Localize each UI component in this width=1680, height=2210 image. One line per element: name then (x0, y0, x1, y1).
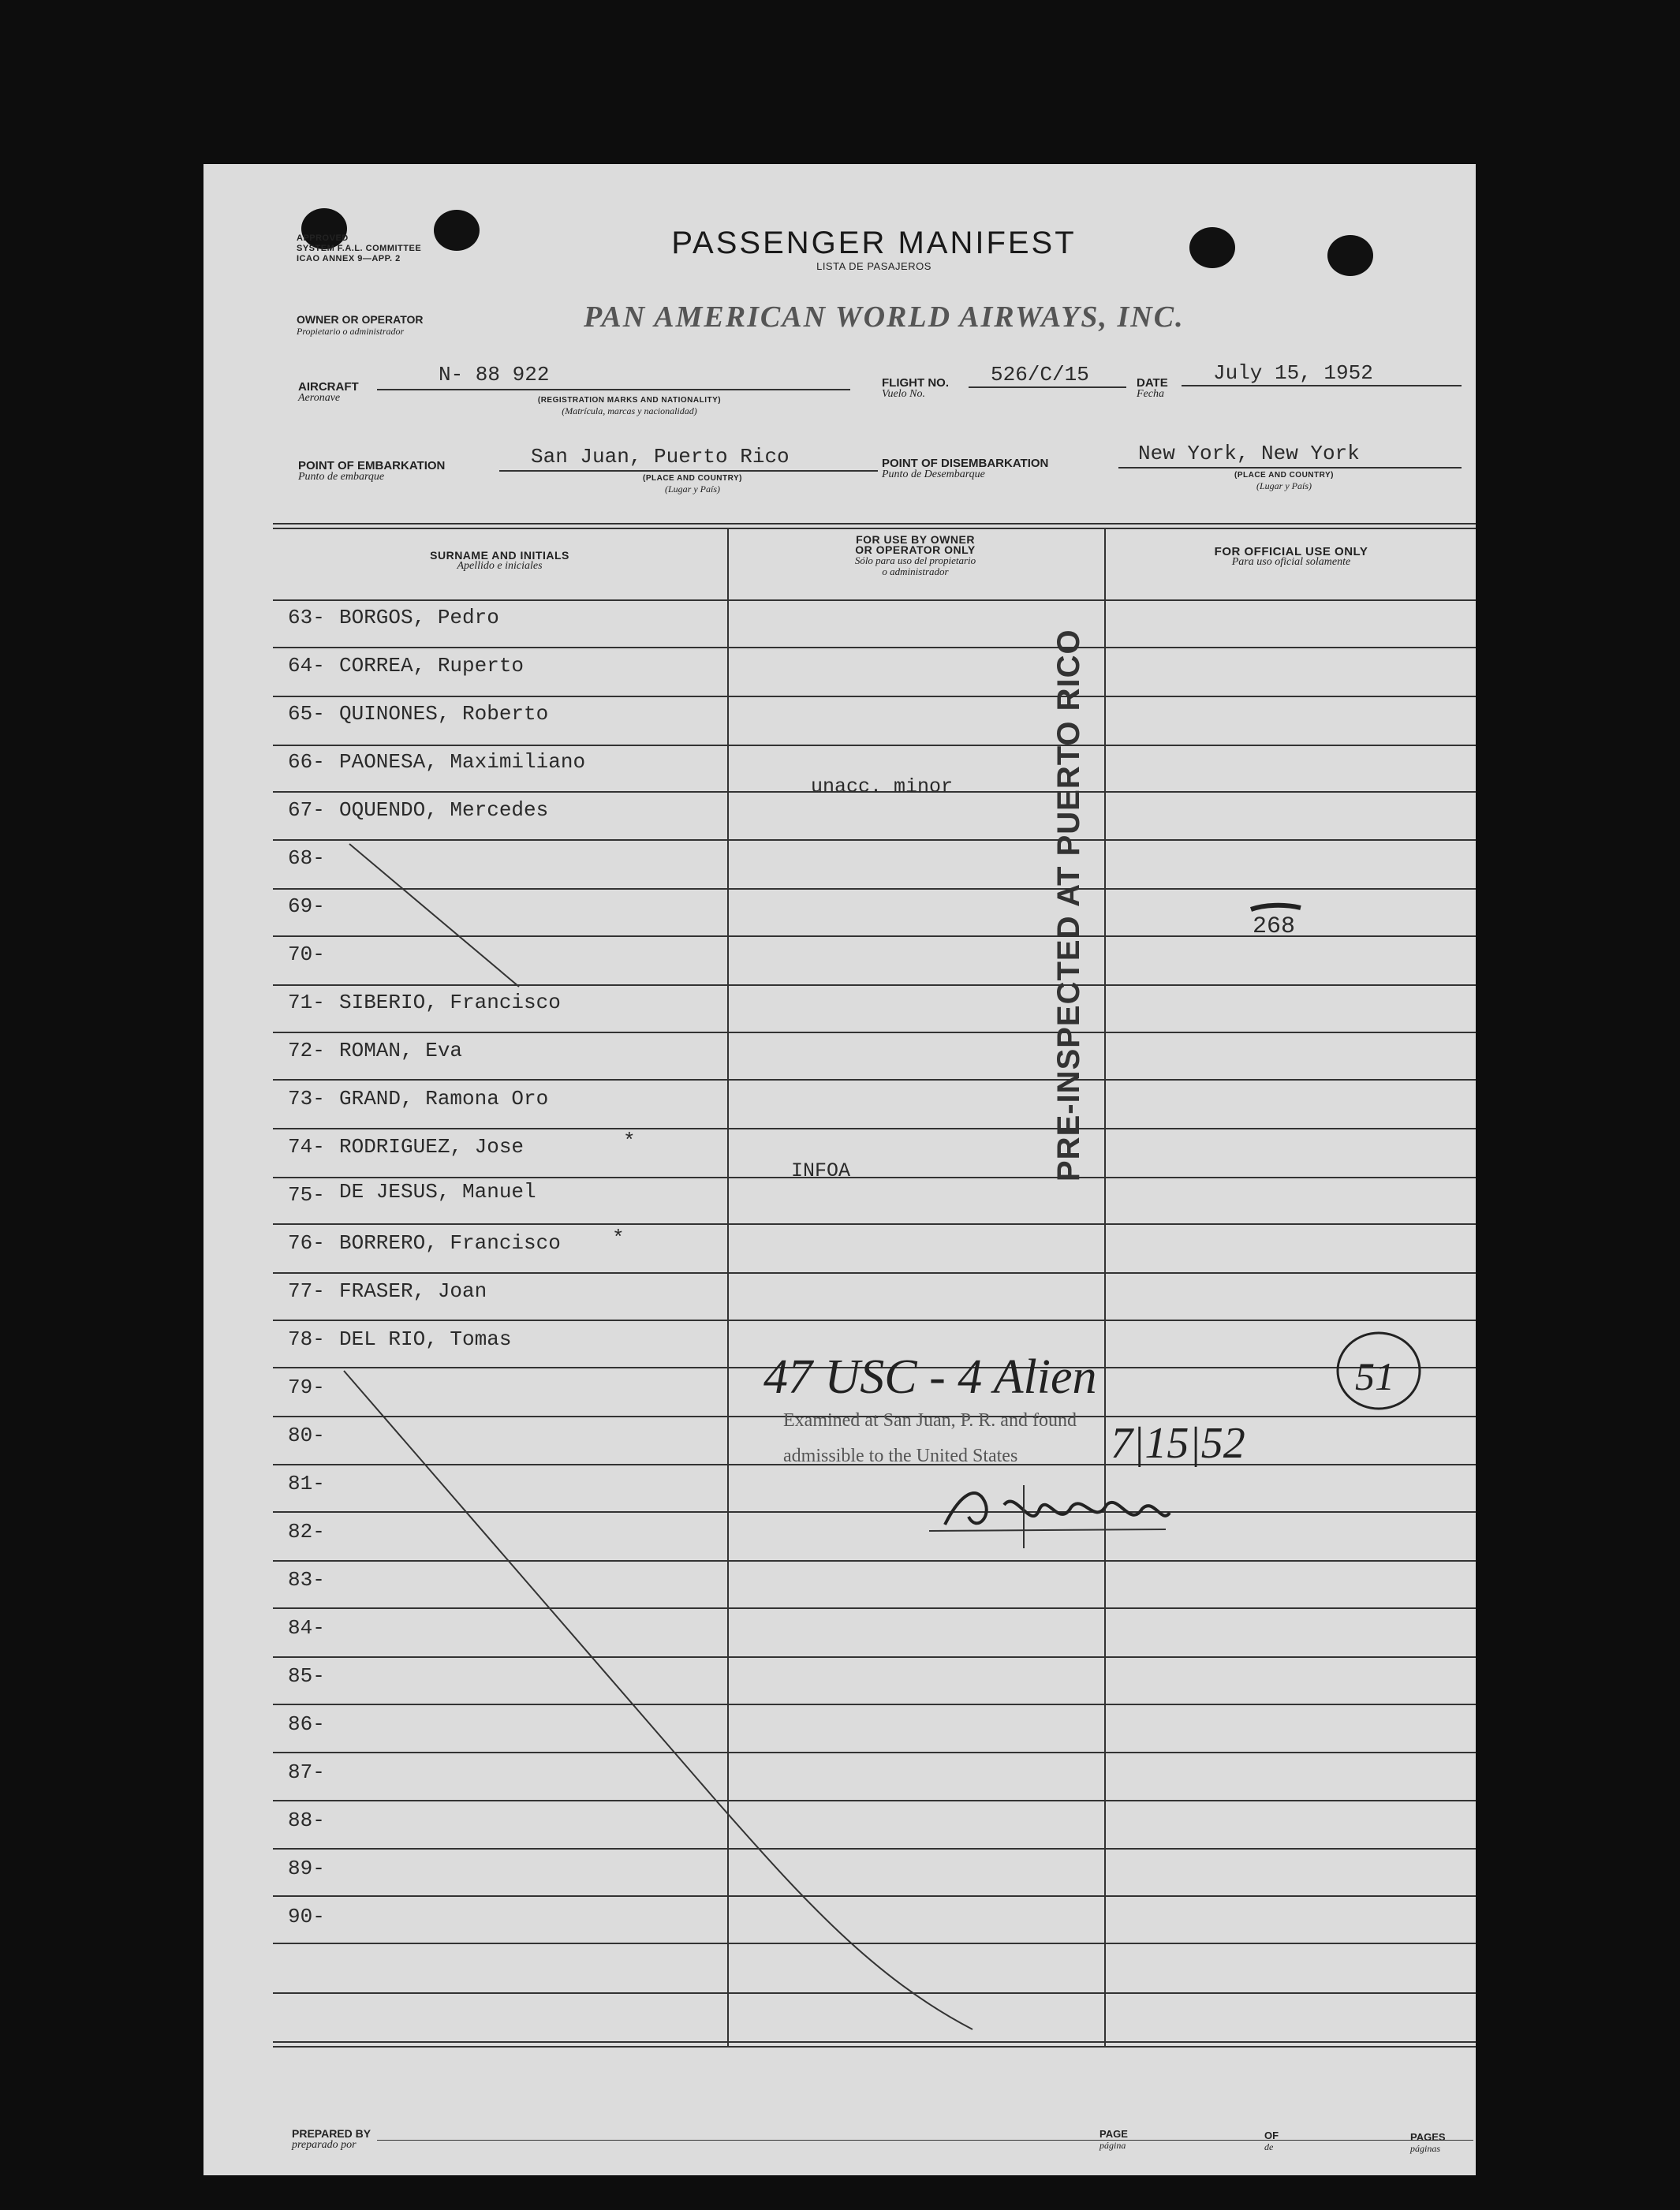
registration-note-text: (REGISTRATION MARKS AND NATIONALITY) (537, 396, 722, 405)
row-number: 64- (288, 654, 325, 678)
row-number: 84- (288, 1616, 325, 1640)
of-label: OF (1264, 2130, 1279, 2141)
star-mark: * (612, 1226, 625, 1250)
passenger-name: DEL RIO, Tomas (339, 1327, 512, 1351)
footer-underline (377, 2140, 1473, 2141)
flight-value: 526/C/15 (991, 363, 1089, 386)
passenger-name: ROMAN, Eva (339, 1039, 463, 1062)
approved-text: APPROVED (297, 233, 349, 243)
pages-label-block (1410, 2131, 1446, 2154)
row-number: 81- (288, 1472, 325, 1495)
row-number: 90- (288, 1905, 325, 1928)
passenger-name: CORREA, Ruperto (339, 654, 525, 678)
row-number: 67- (288, 798, 325, 822)
handwritten-tally: 47 USC - 4 Alien (763, 1350, 1097, 1404)
disembark-value: New York, New York (1138, 442, 1360, 465)
page-title-es: LISTA DE PASAJEROS (816, 260, 931, 272)
of-label-es: de (1264, 2141, 1274, 2152)
cancel-line-rows-79-90 (344, 1371, 973, 2029)
handwritten-tally-circled: 51 (1355, 1354, 1394, 1398)
owner-label-es: Propietario o administrador (297, 326, 405, 337)
disembark-place-note-es: (Lugar y País) (1256, 480, 1312, 491)
passenger-name: PAONESA, Maximiliano (339, 750, 586, 774)
row-number: 87- (288, 1760, 325, 1784)
unaccompanied-minor-note: unacc. minor (811, 775, 954, 798)
examined-line-2: admissible to the United States (783, 1446, 1018, 1466)
row-number: 74- (288, 1135, 325, 1159)
airline-name: PAN AMERICAN WORLD AIRWAYS, INC. (584, 301, 1185, 334)
passenger-name: QUINONES, Roberto (339, 702, 549, 726)
examined-date: 7|15|52 (1111, 1419, 1245, 1468)
official-number: 268 (1253, 913, 1296, 940)
page-title: PASSENGER MANIFEST (671, 226, 1077, 260)
disembark-label-es: Punto de Desembarque (882, 469, 985, 480)
owner-use-es-2: o administrador (882, 566, 949, 577)
flight-label-es: Vuelo No. (882, 388, 925, 400)
row-number: 83- (288, 1568, 325, 1592)
strike-lines (203, 164, 1476, 2175)
prepared-by-label: PREPARED BY (292, 2127, 371, 2140)
committee-text: SYSTEM F.A.L. COMMITTEE (297, 244, 422, 253)
passenger-name: SIBERIO, Francisco (339, 991, 561, 1014)
page-label: PAGE (1099, 2128, 1128, 2140)
row-number: 86- (288, 1712, 325, 1736)
row-number: 77- (288, 1279, 325, 1303)
embark-place-note-text: (PLACE AND COUNTRY) (643, 474, 742, 483)
row-number: 80- (288, 1424, 325, 1447)
official-header-es: Para uso oficial solamente (1231, 556, 1351, 568)
row-number: 63- (288, 606, 325, 629)
page-label-block (1099, 2128, 1128, 2151)
manifest-sheet (203, 164, 1476, 2175)
registration-note-es: (Matrícula, marcas y nacionalidad) (562, 405, 697, 416)
aircraft-value: N- 88 922 (439, 363, 550, 386)
embark-value: San Juan, Puerto Rico (531, 445, 790, 469)
pages-label-es: páginas (1410, 2143, 1441, 2154)
passenger-name: BORRERO, Francisco (339, 1231, 561, 1255)
row-number: 89- (288, 1857, 325, 1880)
examined-line-1: Examined at San Juan, P. R. and found (783, 1410, 1077, 1431)
surname-header-text: SURNAME AND INITIALS (430, 549, 569, 562)
row-number: 65- (288, 702, 325, 726)
row-number: 88- (288, 1809, 325, 1832)
passenger-name: RODRIGUEZ, Jose (339, 1135, 525, 1159)
row-number: 76- (288, 1231, 325, 1255)
embark-label: POINT OF EMBARKATION (298, 459, 446, 472)
row-number: 70- (288, 943, 325, 966)
passenger-name: DE JESUS, Manuel (339, 1180, 536, 1204)
passenger-name: FRASER, Joan (339, 1279, 487, 1303)
date-label-es: Fecha (1137, 388, 1164, 400)
row-number: 68- (288, 846, 325, 870)
date-label: DATE (1137, 376, 1168, 390)
page-label-es: página (1099, 2140, 1126, 2151)
row-number: 73- (288, 1087, 325, 1111)
passenger-name: GRAND, Ramona Oro (339, 1087, 549, 1111)
owner-use-line-1: FOR USE BY OWNER (856, 533, 975, 546)
prepared-by-block (292, 2128, 371, 2151)
row-number: 66- (288, 750, 325, 774)
date-value: July 15, 1952 (1213, 361, 1373, 385)
passenger-name: BORGOS, Pedro (339, 606, 499, 629)
examined-stamp (783, 1410, 1077, 1467)
embark-place-note-es: (Lugar y País) (665, 483, 720, 495)
row-number: 75- (288, 1183, 325, 1207)
owner-use-line-2: OR OPERATOR ONLY (855, 543, 976, 556)
surname-header-es: Apellido e iniciales (457, 560, 543, 572)
row-number: 71- (288, 991, 325, 1014)
owner-label: OWNER OR OPERATOR (297, 313, 424, 326)
of-label-block (1264, 2130, 1279, 2152)
row-number: 72- (288, 1039, 325, 1062)
infoa-note: INFOA (791, 1159, 851, 1182)
embark-label-es: Punto de embarque (298, 471, 385, 483)
pages-label: PAGES (1410, 2131, 1446, 2143)
aircraft-label: AIRCRAFT (298, 380, 359, 394)
tally-circle (1331, 1327, 1426, 1414)
row-number: 79- (288, 1376, 325, 1399)
cancel-line-rows-68-70 (349, 844, 519, 987)
row-number: 69- (288, 894, 325, 918)
official-header-text: FOR OFFICIAL USE ONLY (1214, 545, 1368, 558)
row-number: 85- (288, 1664, 325, 1688)
owner-use-es-1: Sólo para uso del propietario (854, 554, 976, 566)
row-number: 78- (288, 1327, 325, 1351)
prepared-by-label-es: preparado por (292, 2139, 357, 2151)
disembark-label: POINT OF DISEMBARKATION (882, 457, 1049, 470)
star-mark: * (623, 1129, 636, 1153)
pre-inspected-stamp: PRE-INSPECTED AT PUERTO RICO (1051, 629, 1086, 1182)
aircraft-label-es: Aeronave (298, 392, 341, 404)
flight-label: FLIGHT NO. (882, 376, 949, 390)
inspector-signature (929, 1469, 1182, 1556)
row-number: 82- (288, 1520, 325, 1544)
disembark-place-note-text: (PLACE AND COUNTRY) (1234, 471, 1334, 480)
passenger-name: OQUENDO, Mercedes (339, 798, 549, 822)
annex-text: ICAO ANNEX 9—APP. 2 (297, 254, 401, 263)
